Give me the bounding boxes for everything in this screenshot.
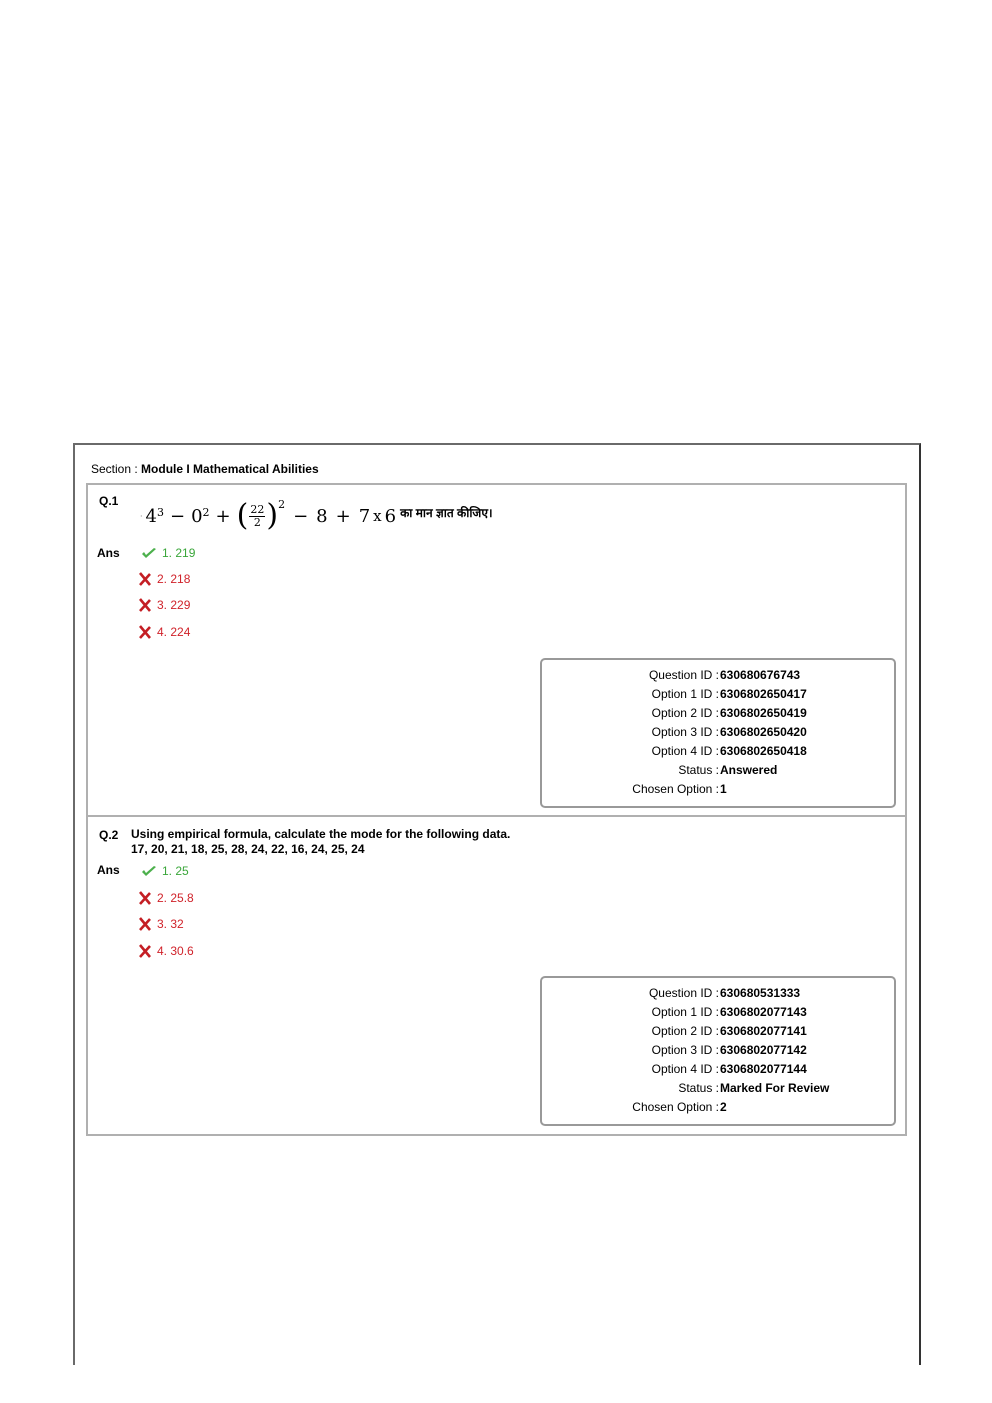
section-label: Section : xyxy=(91,462,138,476)
info-chosen-option xyxy=(542,782,894,801)
math-term: 6 xyxy=(384,505,397,527)
info-label: Option 4 ID : xyxy=(651,1062,719,1076)
math-exponent: 3 xyxy=(157,505,164,519)
chosen-option-value: 1 xyxy=(720,782,727,796)
option-label: 3. 229 xyxy=(157,598,191,612)
info-value: 6306802077142 xyxy=(720,1043,807,1057)
info-question-id xyxy=(542,668,894,687)
option-label: 4. 30.6 xyxy=(157,944,194,958)
info-option-3-id xyxy=(542,1043,894,1062)
info-value: 630680676743 xyxy=(720,668,801,682)
math-term: 7 xyxy=(358,505,371,527)
option-1 xyxy=(141,546,195,560)
math-fraction xyxy=(249,504,265,529)
option-3 xyxy=(138,917,184,931)
info-option-1-id xyxy=(542,687,894,706)
math-operator: − xyxy=(293,505,309,527)
info-chosen-option xyxy=(542,1100,894,1119)
option-label: 4. 224 xyxy=(157,625,191,639)
info-option-2-id xyxy=(542,1024,894,1043)
question-number: Q.2 xyxy=(99,828,119,842)
math-paren-close: ) xyxy=(266,498,279,533)
section-name: Module I Mathematical Abilities xyxy=(141,462,319,476)
info-label: Status : xyxy=(678,763,719,777)
math-operator: + xyxy=(215,505,231,527)
info-value: 6306802650420 xyxy=(720,725,807,739)
info-label: Option 1 ID : xyxy=(651,1005,719,1019)
info-value: 6306802077141 xyxy=(720,1024,807,1038)
info-value: 6306802650418 xyxy=(720,744,807,758)
math-operator: − xyxy=(170,505,186,527)
info-label: Question ID : xyxy=(648,986,719,1000)
cross-icon xyxy=(138,917,152,931)
info-label: Question ID : xyxy=(648,668,719,682)
info-label: Option 2 ID : xyxy=(651,706,719,720)
chosen-option-value: 2 xyxy=(720,1100,727,1114)
question-info-box xyxy=(540,976,896,1126)
cross-icon xyxy=(138,891,152,905)
cross-icon xyxy=(138,625,152,639)
section-header xyxy=(91,462,319,476)
option-label: 1. 25 xyxy=(162,864,189,878)
option-4 xyxy=(138,944,194,958)
math-term: 8 xyxy=(316,505,328,527)
fraction-numerator: 22 xyxy=(250,502,265,516)
ans-label: Ans xyxy=(97,863,120,877)
option-3 xyxy=(138,598,190,612)
info-label: Option 2 ID : xyxy=(651,1024,719,1038)
info-value: 6306802077144 xyxy=(720,1062,807,1076)
question-block-2 xyxy=(86,815,907,1136)
info-status xyxy=(542,1081,894,1100)
cross-icon xyxy=(138,944,152,958)
status-value: Marked For Review xyxy=(720,1081,830,1095)
info-label: Option 1 ID : xyxy=(651,687,719,701)
math-operator: x xyxy=(373,507,382,525)
math-exponent: 2 xyxy=(202,505,210,519)
option-label: 2. 218 xyxy=(157,572,191,586)
math-term: 0 xyxy=(191,505,203,527)
info-label: Option 3 ID : xyxy=(651,725,719,739)
question-data-line: 17, 20, 21, 18, 25, 28, 24, 22, 16, 24, 25, 24 xyxy=(131,842,365,856)
math-operator: + xyxy=(335,505,351,527)
question-block-1 xyxy=(86,483,907,819)
info-status xyxy=(542,763,894,782)
info-option-4-id xyxy=(542,1062,894,1081)
math-exponent: 2 xyxy=(278,497,286,511)
option-label: 2. 25.8 xyxy=(157,891,194,905)
ans-label: Ans xyxy=(97,546,120,560)
fraction-denominator: 2 xyxy=(253,515,261,529)
question-text-line: Using empirical formula, calculate the mode for the following data. xyxy=(131,827,511,841)
status-value: Answered xyxy=(720,763,778,777)
question-text xyxy=(131,827,510,857)
info-question-id xyxy=(542,986,894,1005)
info-option-3-id xyxy=(542,725,894,744)
info-option-2-id xyxy=(542,706,894,725)
info-label: Option 3 ID : xyxy=(651,1043,719,1057)
question-math-expression: · 4 $^3$ − 0 $^2$ + ( $\frac{22}{2}$ ) $^2$ − 8 + 7 x 6 का मान ज्ञात कीजिए। xyxy=(140,497,493,533)
math-term: 4 xyxy=(145,505,157,527)
option-2 xyxy=(138,572,190,586)
info-value: 630680531333 xyxy=(720,986,801,1000)
info-value: 6306802650417 xyxy=(720,687,807,701)
info-option-1-id xyxy=(542,1005,894,1024)
check-icon xyxy=(141,547,157,559)
info-label: Chosen Option : xyxy=(632,782,719,796)
info-label: Option 4 ID : xyxy=(651,744,719,758)
info-label: Chosen Option : xyxy=(632,1100,719,1114)
option-label: 1. 219 xyxy=(162,546,196,560)
question-text: का मान ज्ञात कीजिए। xyxy=(400,505,493,520)
info-option-4-id xyxy=(542,744,894,763)
math-paren-open: ( xyxy=(236,498,249,533)
option-2 xyxy=(138,891,194,905)
info-value: 6306802077143 xyxy=(720,1005,807,1019)
question-number: Q.1 xyxy=(99,494,119,508)
option-label: 3. 32 xyxy=(157,917,184,931)
option-4 xyxy=(138,625,190,639)
option-1 xyxy=(141,864,189,878)
question-info-box xyxy=(540,658,896,808)
cross-icon xyxy=(138,572,152,586)
check-icon xyxy=(141,865,157,877)
info-value: 6306802650419 xyxy=(720,706,807,720)
cross-icon xyxy=(138,598,152,612)
info-label: Status : xyxy=(678,1081,719,1095)
